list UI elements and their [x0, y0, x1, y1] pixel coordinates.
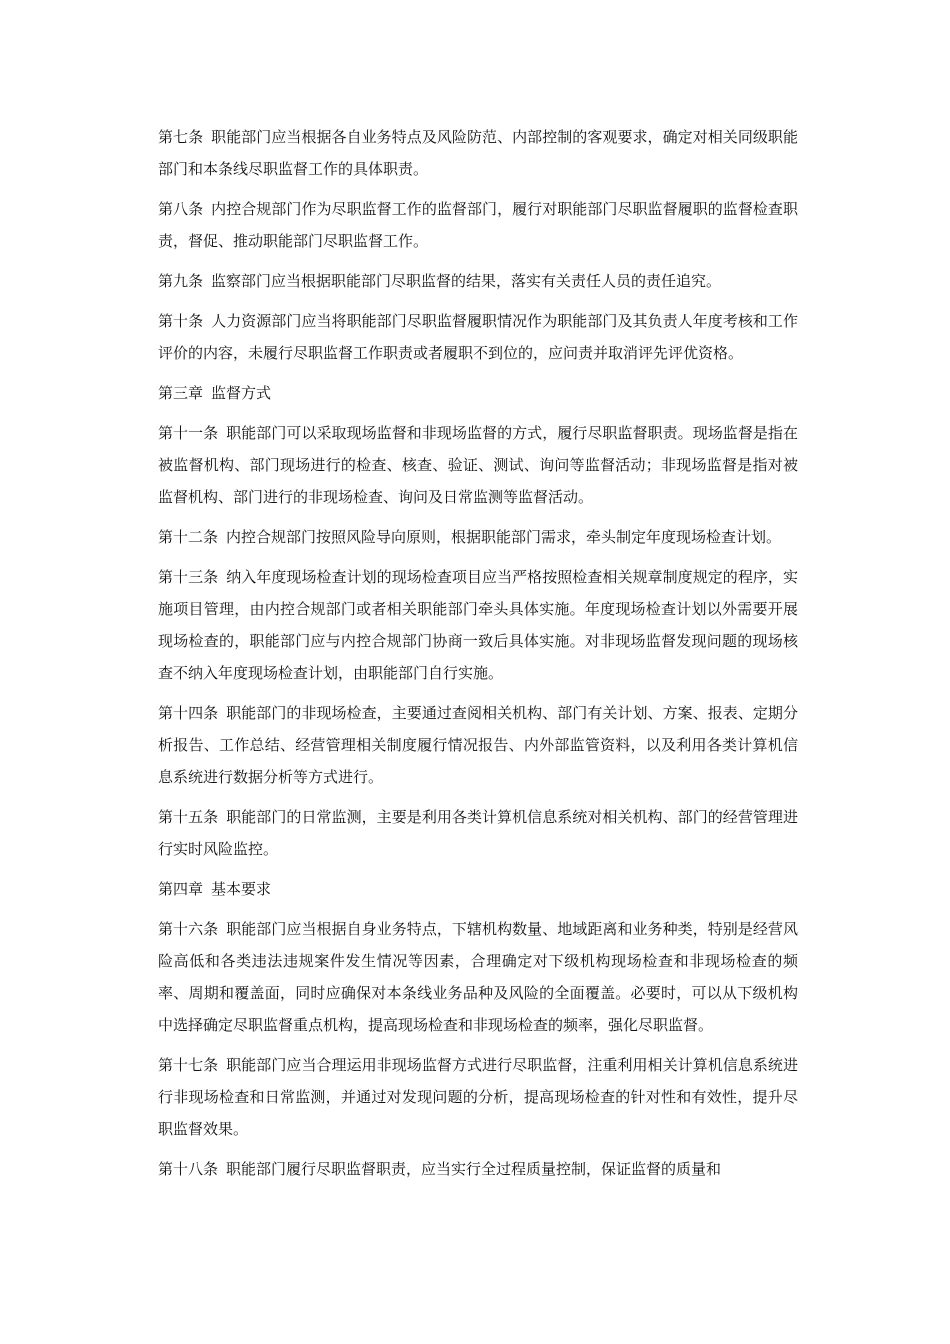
article-12 — [158, 521, 798, 553]
article-label: 第十条 — [158, 312, 204, 330]
article-label: 第九条 — [158, 272, 204, 290]
article-text: 内控合规部门按照风险导向原则，根据职能部门需求，牵头制定年度现场检查计划。 — [226, 528, 782, 546]
article-8 — [158, 193, 798, 257]
article-text: 内控合规部门作为尽职监督工作的监督部门，履行对职能部门尽职监督履职的监督检查职责，督促、推动职能部门尽职监督工作。 — [158, 200, 798, 250]
chapter-3-heading — [158, 377, 798, 409]
article-13 — [158, 561, 798, 689]
article-15 — [158, 801, 798, 865]
document-page — [158, 121, 798, 1193]
chapter-4-heading — [158, 873, 798, 905]
article-18 — [158, 1153, 798, 1185]
article-label: 第七条 — [158, 128, 204, 146]
article-label: 第十七条 — [158, 1056, 219, 1074]
article-text: 纳入年度现场检查计划的现场检查项目应当严格按照检查相关规章制度规定的程序，实施项目管理，由内控合规部门或者相关职能部门牵头具体实施。年度现场检查计划以外需要开展现场检查的，职能部门应与内控合规部门协商一致后具体实施。对非现场监督发现问题的现场核查不纳入年度现场检查计划，由职能部门自行实施。 — [158, 568, 798, 682]
article-16 — [158, 913, 798, 1041]
article-text: 职能部门应当根据各自业务特点及风险防范、内部控制的客观要求，确定对相关同级职能部门和本条线尽职监督工作的具体职责。 — [158, 128, 798, 178]
chapter-title: 监督方式 — [211, 384, 272, 402]
article-text: 职能部门的日常监测，主要是利用各类计算机信息系统对相关机构、部门的经营管理进行实时风险监控。 — [158, 808, 798, 858]
chapter-title: 基本要求 — [211, 880, 272, 898]
article-7 — [158, 121, 798, 185]
article-label: 第十三条 — [158, 568, 219, 586]
article-label: 第八条 — [158, 200, 204, 218]
article-17 — [158, 1049, 798, 1145]
chapter-label: 第四章 — [158, 880, 204, 898]
article-text: 职能部门应当合理运用非现场监督方式进行尽职监督，注重利用相关计算机信息系统进行非现场检查和日常监测，并通过对发现问题的分析，提高现场检查的针对性和有效性，提升尽职监督效果。 — [158, 1056, 798, 1138]
article-label: 第十六条 — [158, 920, 219, 938]
article-label: 第十八条 — [158, 1160, 219, 1178]
article-text: 职能部门应当根据自身业务特点，下辖机构数量、地域距离和业务种类，特别是经营风险高低和各类违法违规案件发生情况等因素，合理确定对下级机构现场检查和非现场检查的频率、周期和覆盖面，同时应确保对本条线业务品种及风险的全面覆盖。必要时，可以从下级机构中选择确定尽职监督重点机构，提高现场检查和非现场检查的频率，强化尽职监督。 — [158, 920, 798, 1034]
article-text: 职能部门可以采取现场监督和非现场监督的方式，履行尽职监督职责。现场监督是指在被监督机构、部门现场进行的检查、核查、验证、测试、询问等监督活动；非现场监督是指对被监督机构、部门进行的非现场检查、询问及日常监测等监督活动。 — [158, 424, 798, 506]
article-label: 第十五条 — [158, 808, 219, 826]
article-text: 人力资源部门应当将职能部门尽职监督履职情况作为职能部门及其负责人年度考核和工作评价的内容，未履行尽职监督工作职责或者履职不到位的，应问责并取消评先评优资格。 — [158, 312, 798, 362]
article-text: 监察部门应当根据职能部门尽职监督的结果，落实有关责任人员的责任追究。 — [211, 272, 722, 290]
article-14 — [158, 697, 798, 793]
article-label: 第十二条 — [158, 528, 219, 546]
article-9 — [158, 265, 798, 297]
chapter-label: 第三章 — [158, 384, 204, 402]
article-label: 第十四条 — [158, 704, 219, 722]
article-10 — [158, 305, 798, 369]
article-11 — [158, 417, 798, 513]
article-label: 第十一条 — [158, 424, 219, 442]
article-text: 职能部门的非现场检查，主要通过查阅相关机构、部门有关计划、方案、报表、定期分析报告、工作总结、经营管理相关制度履行情况报告、内外部监管资料，以及利用各类计算机信息系统进行数据分析等方式进行。 — [158, 704, 798, 786]
article-text: 职能部门履行尽职监督职责，应当实行全过程质量控制，保证监督的质量和 — [226, 1160, 722, 1178]
